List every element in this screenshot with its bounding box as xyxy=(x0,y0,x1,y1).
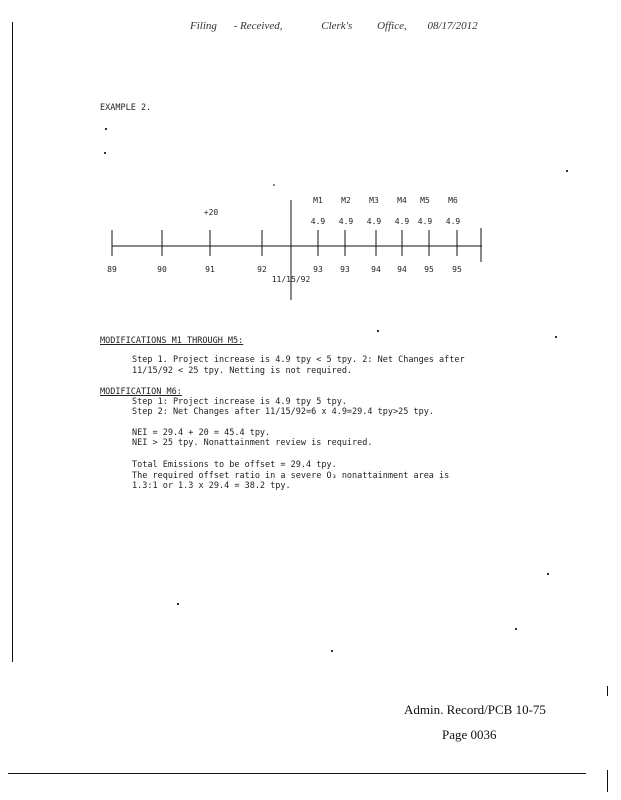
section2-offset3: 1.3:1 or 1.3 x 29.4 = 38.2 tpy. xyxy=(132,481,291,491)
year-label: 93 xyxy=(340,265,350,274)
section2-nei2: NEI > 25 tpy. Nonattainment review is required. xyxy=(132,438,373,448)
year-label: 92 xyxy=(257,265,267,274)
scan-speck xyxy=(104,152,106,154)
cutoff-date-label: 11/15/92 xyxy=(271,275,311,284)
mod-value: 4.9 xyxy=(366,217,382,226)
year-label: 95 xyxy=(424,265,434,274)
scan-speck xyxy=(566,170,568,172)
mod-label: M5 xyxy=(420,196,430,205)
section1-line2: 11/15/92 < 25 tpy. Netting is not required. xyxy=(132,366,353,376)
mod-value: 4.9 xyxy=(417,217,433,226)
section2-heading: MODIFICATION M6: xyxy=(100,387,182,397)
scan-speck xyxy=(331,650,333,652)
section2-offset2: The required offset ratio in a severe O₃ nonattainment area is xyxy=(132,471,450,481)
header-date: 08/17/2012 xyxy=(427,20,478,32)
year-label: 93 xyxy=(313,265,323,274)
section2-nei1: NEI = 29.4 + 20 = 45.4 tpy. xyxy=(132,428,271,438)
year-label: 94 xyxy=(371,265,381,274)
example-label: EXAMPLE 2. xyxy=(100,103,152,113)
mod-value: 4.9 xyxy=(338,217,354,226)
scan-speck xyxy=(555,336,557,338)
scan-speck xyxy=(547,573,549,575)
section1-line1: Step 1. Project increase is 4.9 tpy < 5 tpy. 2: Net Changes after xyxy=(132,355,465,365)
year-label: 91 xyxy=(205,265,215,274)
mod-label: M3 xyxy=(369,196,379,205)
section2-offset1: Total Emissions to be offset = 29.4 tpy. xyxy=(132,460,337,470)
admin-record-label: Admin. Record/PCB 10-75 xyxy=(404,702,546,717)
header-clerks: Clerk's xyxy=(321,20,353,32)
mod-value: 4.9 xyxy=(445,217,461,226)
year-label: 95 xyxy=(452,265,462,274)
mod-label: M2 xyxy=(341,196,351,205)
header-filing: Filing xyxy=(190,20,217,32)
year-label: 90 xyxy=(157,265,167,274)
plus20-annotation: +20 xyxy=(203,208,219,217)
section2-step1: Step 1: Project increase is 4.9 tpy 5 tpy. xyxy=(132,397,347,407)
year-label: 89 xyxy=(107,265,117,274)
header-office: Office, xyxy=(377,20,407,32)
mod-label: M1 xyxy=(313,196,323,205)
scan-speck xyxy=(377,330,379,332)
mod-label: M4 xyxy=(397,196,407,205)
scan-speck xyxy=(515,628,517,630)
section2-step2: Step 2: Net Changes after 11/15/92=6 x 4.9=29.4 tpy>25 tpy. xyxy=(132,407,434,417)
mod-value: 4.9 xyxy=(310,217,326,226)
mod-value: 4.9 xyxy=(394,217,410,226)
year-label: 94 xyxy=(397,265,407,274)
scan-speck xyxy=(273,184,275,186)
mod-label: M6 xyxy=(448,196,458,205)
page-number: Page 0036 xyxy=(442,727,497,742)
header-received: - Received, xyxy=(233,20,283,32)
scan-speck xyxy=(105,128,107,130)
section1-heading: MODIFICATIONS M1 THROUGH M5: xyxy=(100,336,244,346)
scan-speck xyxy=(177,603,179,605)
